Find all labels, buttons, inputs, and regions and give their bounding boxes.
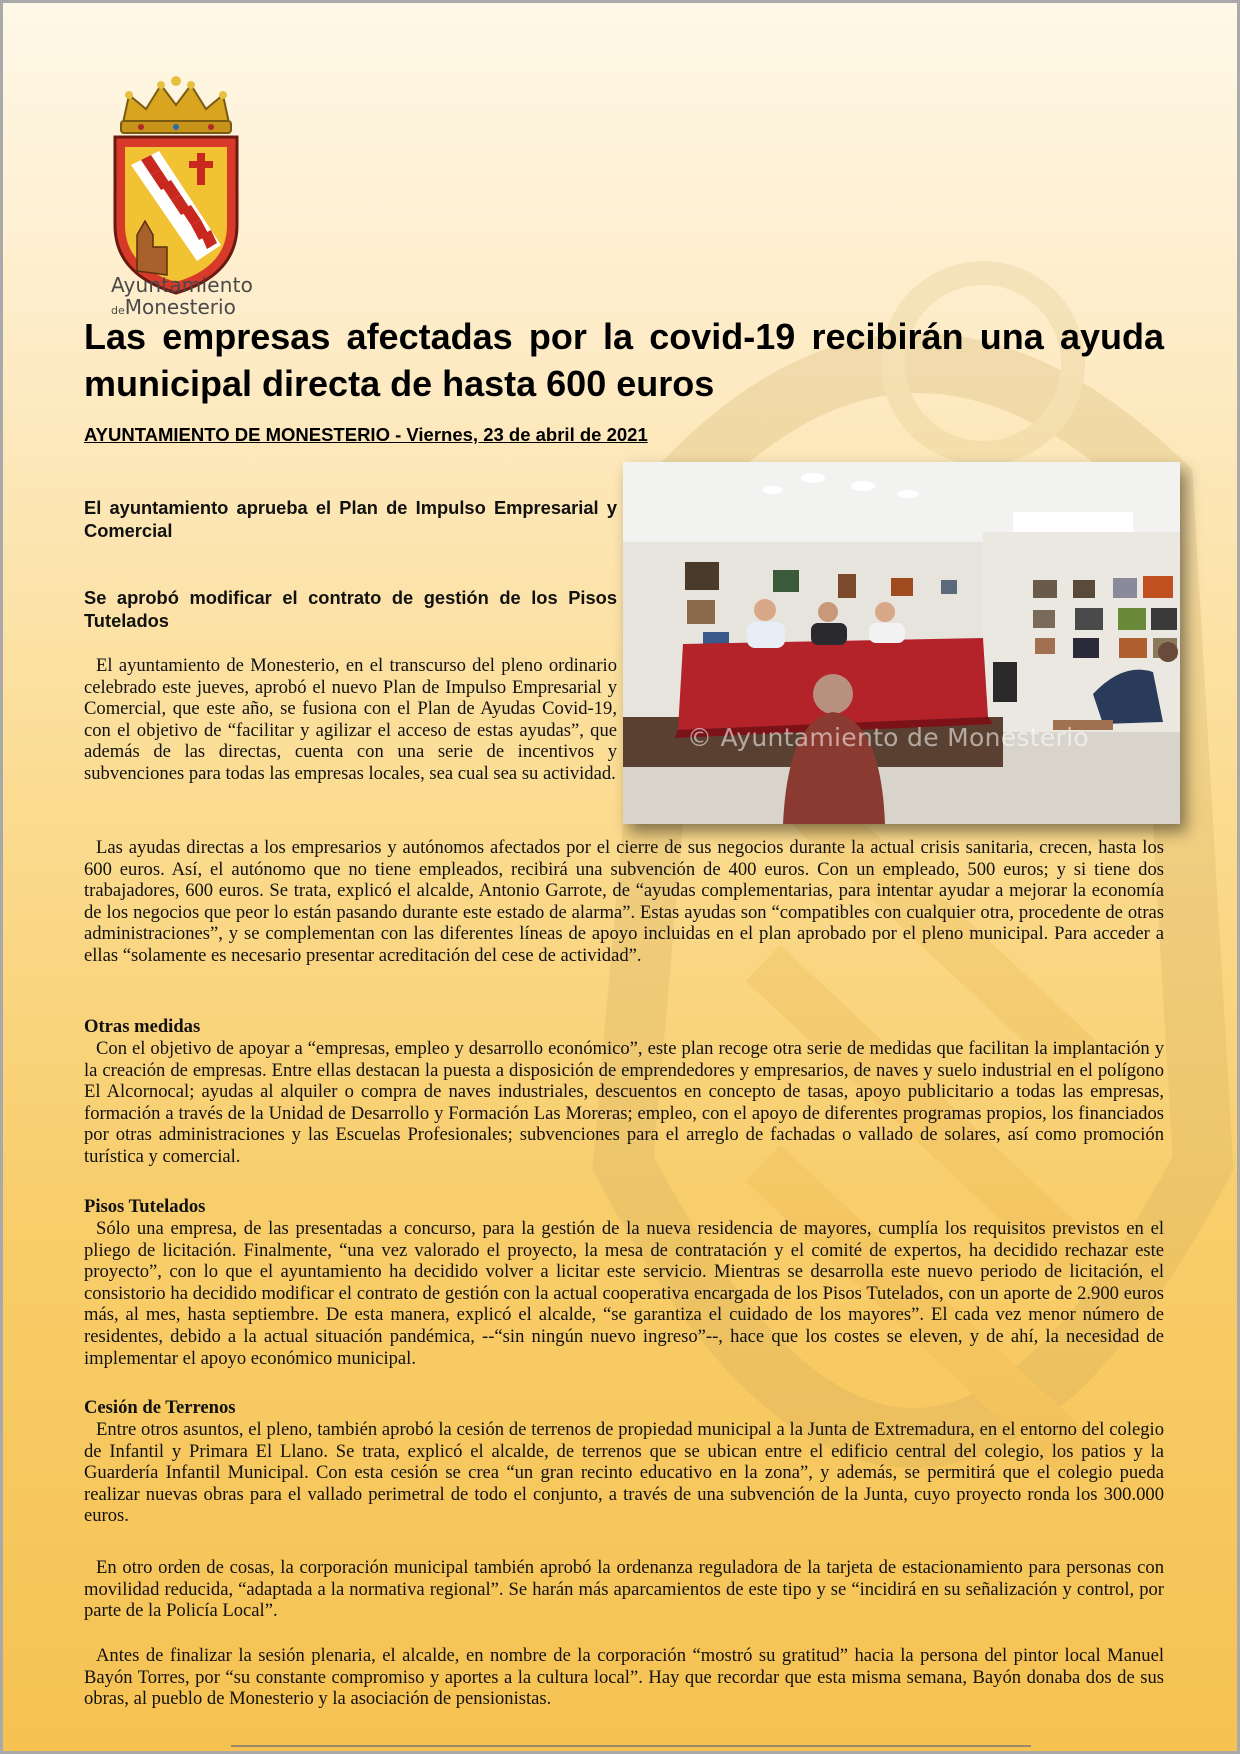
section-heading-otras-medidas: Otras medidas [84, 1016, 201, 1037]
paragraph-otras-medidas: Con el objetivo de apoyar a “empresas, empleo y desarrollo económico”, este plan recoge otra serie de medidas que facilitan la implantación y la creación de empresas. Entre ellas destacan la puesta a disposición de emprendedores y empresarios, de naves y suelo industrial en el polígono El Alcornocal; ayudas al alquiler o compra de naves industriales, descuentos en concepto de tasas, apoyo publicitario a todas las empresas, formación a través de la Unidad de Desarrollo y Formación Las Moreras; empleo, con el apoyo de diferentes programas propios, los financiados por otras administraciones y las Escuelas Profesionales; subvenciones para el arreglo de fachadas o vallado de solares, así como promoción turística y comercial. [84, 1038, 1164, 1167]
photo-watermark-credit: © Ayuntamiento de Monesterio [687, 723, 1089, 752]
plenary-session-photo [623, 462, 1180, 824]
byline: AYUNTAMIENTO DE MONESTERIO - Viernes, 23 de abril de 2021 [84, 424, 648, 445]
logo-text-line1: Ayuntamiento [111, 273, 254, 297]
subheadline-plan: El ayuntamiento aprueba el Plan de Impulso Empresarial y Comercial [84, 497, 617, 541]
plenary-session-image [623, 462, 1180, 824]
section-heading-cesion-terrenos: Cesión de Terrenos [84, 1397, 236, 1418]
logo-text-prefix: de [111, 304, 125, 317]
headline: Las empresas afectadas por la covid-19 recibirán una ayuda municipal directa de hasta 600 euros [84, 316, 1164, 404]
bottom-divider [231, 1745, 1031, 1747]
subheadline-pisos: Se aprobó modificar el contrato de gestión de los Pisos Tutelados [84, 587, 617, 631]
paragraph-pisos-tutelados: Sólo una empresa, de las presentadas a concurso, para la gestión de la nueva residencia de mayores, cumplía los requisitos previstos en el pliego de licitación. Finalmente, “una vez valorado el proyecto, la mesa de contratación y el comité de expertos, ha decidido rechazar este proyecto”, con lo que el ayuntamiento ha decidido volver a licitar este servicio. Mientras se desarrolla este nuevo periodo de licitación, el consistorio ha decidido modificar el contrato de gestión con la actual cooperativa encargada de los Pisos Tutelados, con un aporte de 2.900 euros más, al mes, hasta septiembre. De esta manera, explicó el alcalde, “se garantiza el cuidado de los mayores”. El cada vez menor número de residentes, debido a la actual situación pandémica, --“sin ningún nuevo ingreso”--, hace que los costes se eleven, y de ahí, la necesidad de implementar el apoyo económico municipal. [84, 1218, 1164, 1369]
logo-text-name: Monesterio [124, 295, 236, 319]
paragraph-gratitud: Antes de finalizar la sesión plenaria, el alcalde, en nombre de la corporación “mostró su gratitud” hacia la persona del pintor local Manuel Bayón Torres, por “su constante compromiso y aportes a la cultura local”. Hay que recordar que esta misma semana, Bayón donaba dos de sus obras, al pueblo de Monesterio y la asociación de pensionistas. [84, 1645, 1164, 1710]
section-heading-pisos-tutelados: Pisos Tutelados [84, 1196, 206, 1217]
paragraph-cesion-terrenos: Entre otros asuntos, el pleno, también aprobó la cesión de terrenos de propiedad municipal a la Junta de Extremadura, en el entorno del colegio de Infantil y Primara El Llano. Se trata, explicó el alcalde, de terrenos que se ubican entre el edificio central del colegio, los patios y la Guardería Infantil Municipal. Con esta cesión se crea “un gran recinto educativo en la zona”, y además, se permitirá que el colegio pueda realizar nuevas obras para el vallado perimetral de todo el conjunto, a través de una subvención de la Junta, cuyo proyecto ronda los 300.000 euros. [84, 1419, 1164, 1527]
paragraph-estacionamiento: En otro orden de cosas, la corporación municipal también aprobó la ordenanza reguladora de la tarjeta de estacionamiento para personas con movilidad reducida, “adaptada a la normativa regional”. Se harán más aparcamientos de este tipo y se “incidirá en su señalización y control, por parte de la Policía Local”. [84, 1557, 1164, 1622]
paragraph-ayudas: Las ayudas directas a los empresarios y autónomos afectados por el cierre de sus negocios durante la actual crisis sanitaria, crecen, hasta los 600 euros. Así, el autónomo que no tiene empleados, recibirá una subvención de 400 euros. Con un empleado, 500 euros; y si tiene dos trabajadores, 600 euros. Se trata, explicó el alcalde, Antonio Garrote, de “ayudas complementarias, para intentar ayudar a mejorar la economía de los negocios que peor lo están pasando durante este estado de alarma”. Estas ayudas son “compatibles con cualquier otra, procedente de otras administraciones”, y se complementan con las diferentes líneas de apoyo incluidas en el plan aprobado por el pleno municipal. Para acceder a ellas “solamente es necesario presentar acreditación del cese de actividad”. [84, 837, 1164, 966]
paragraph-intro: El ayuntamiento de Monesterio, en el transcurso del pleno ordinario celebrado este jueves, aprobó el nuevo Plan de Impulso Empresarial y Comercial, que este año, se fusiona con el Plan de Ayudas Covid-19, con el objetivo de “facilitar y agilizar el acceso de estas ayudas”, que además de las directas, cuenta con una serie de incentivos y subvenciones para todas las empresas locales, sea cual sea su actividad. [84, 655, 617, 784]
